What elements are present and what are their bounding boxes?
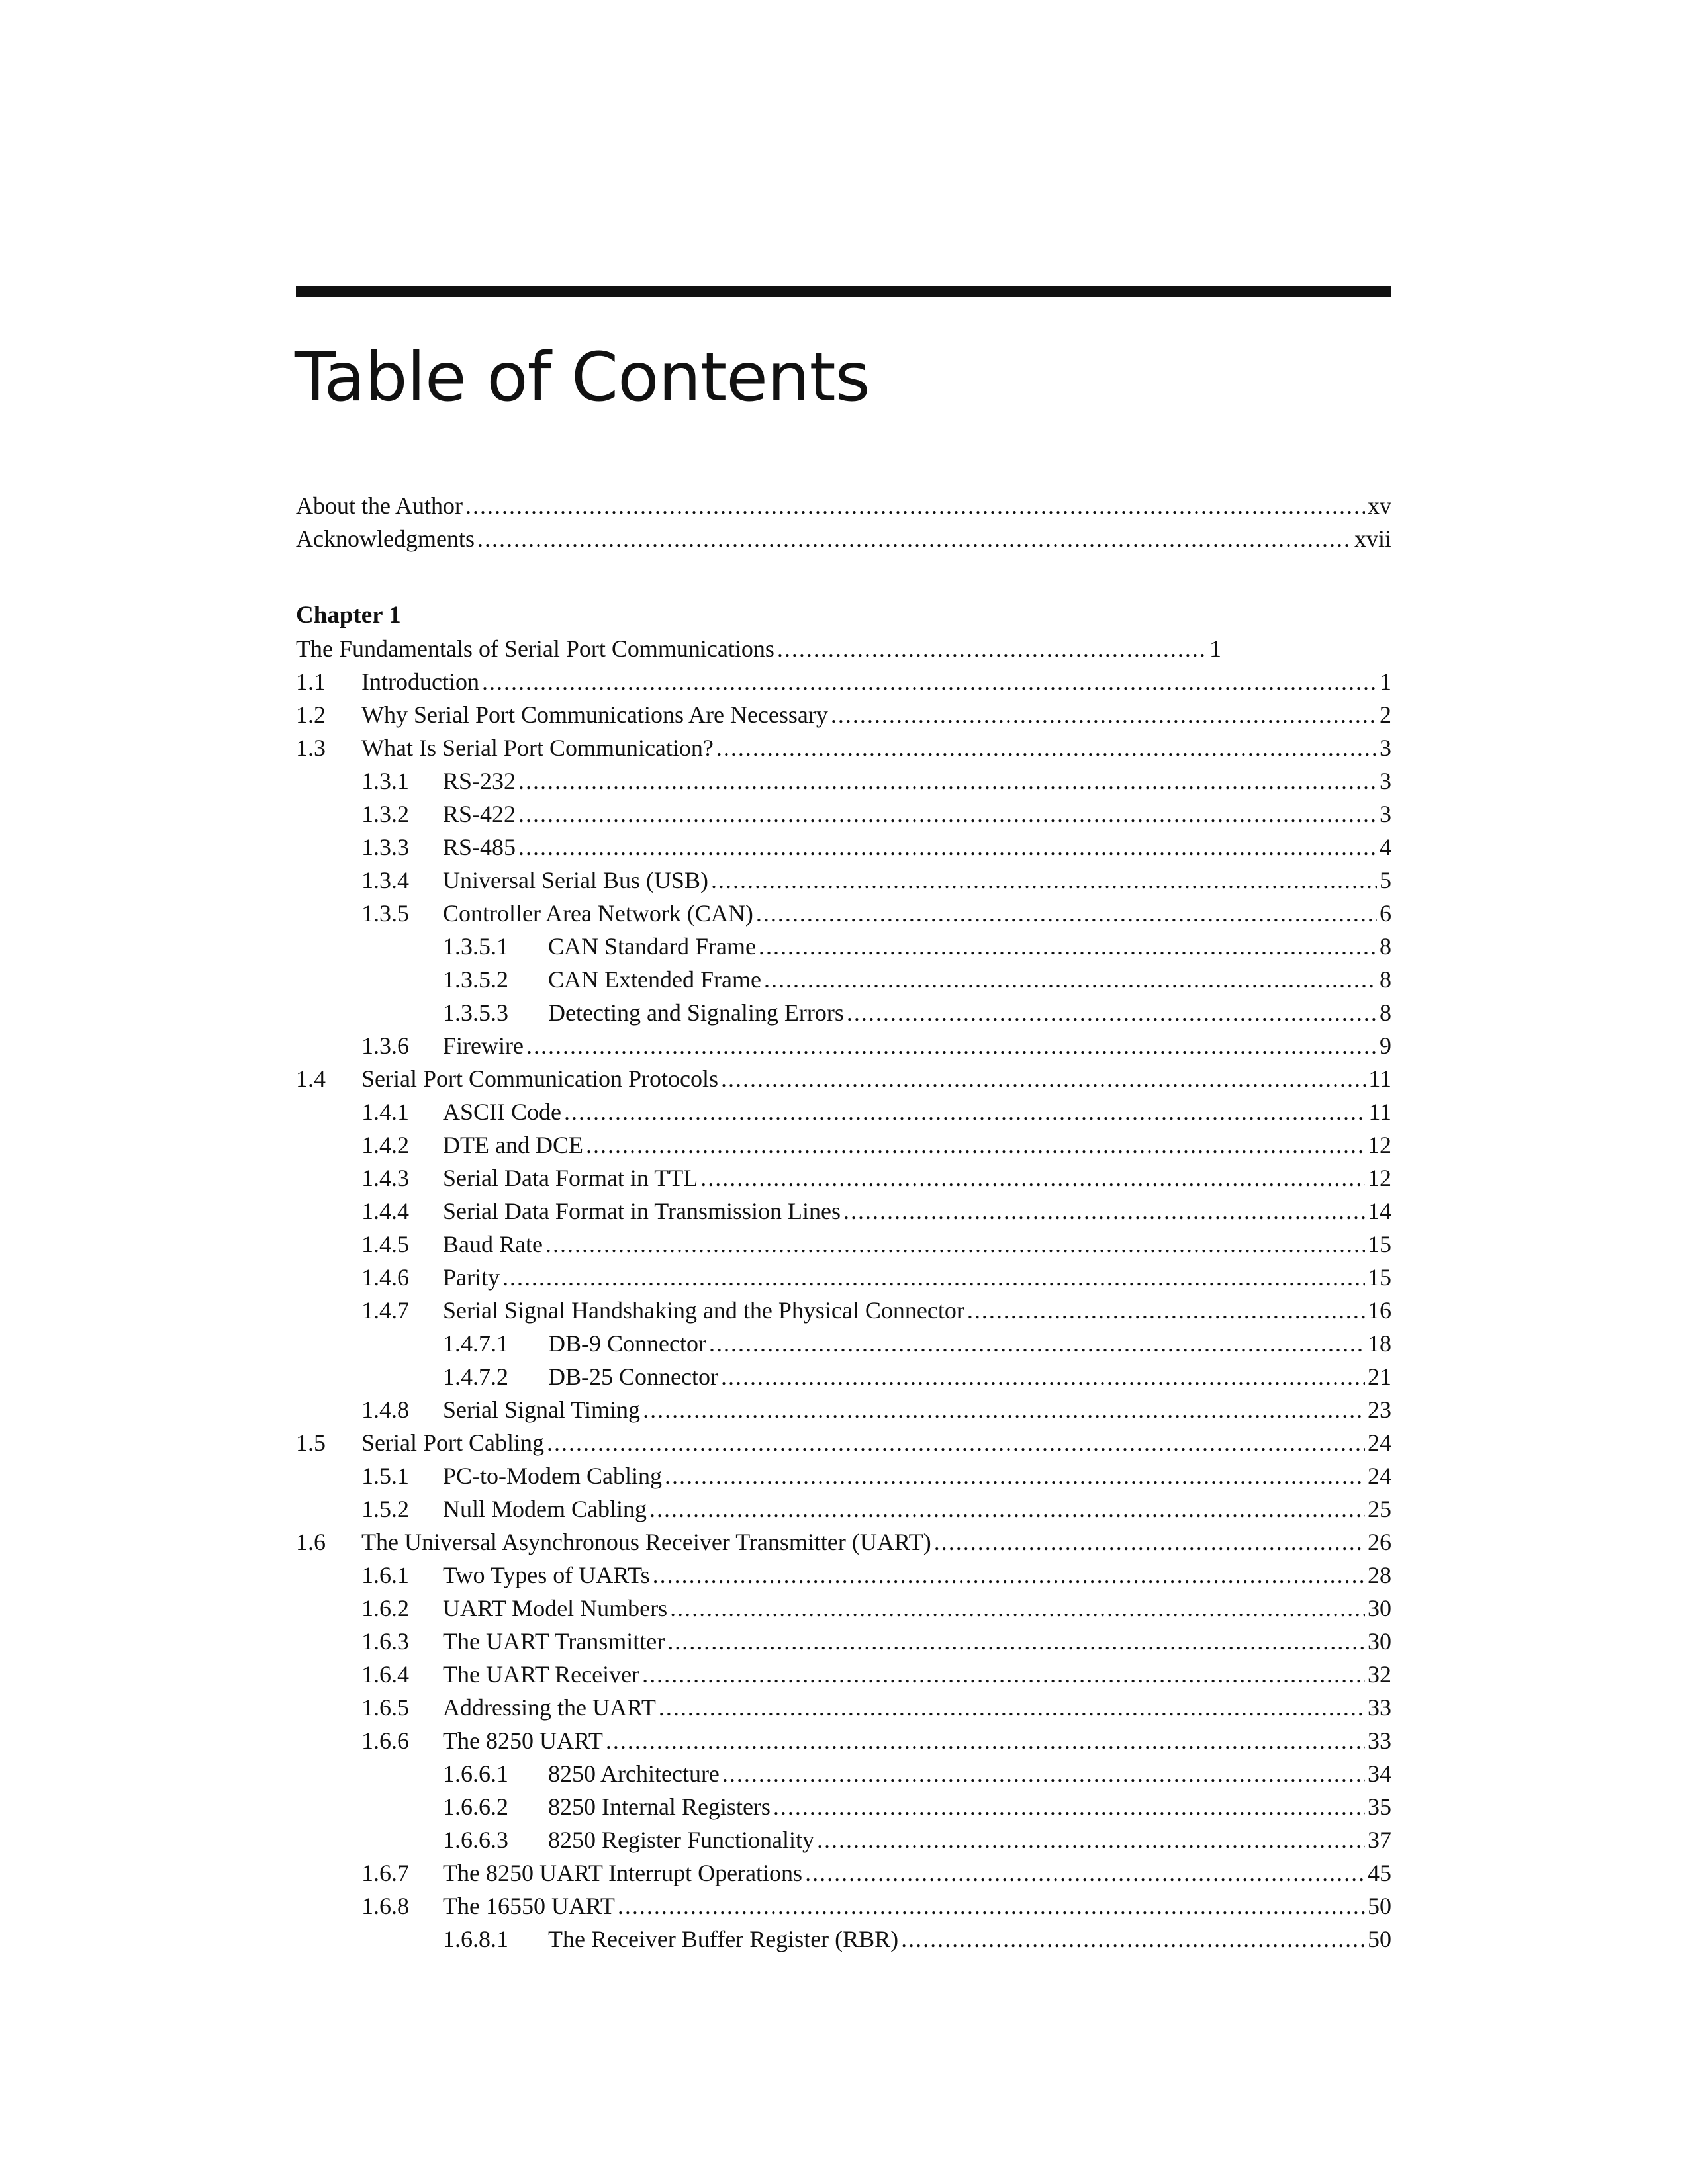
section-number: 1.4 — [296, 1066, 326, 1092]
front-matter-entry[interactable] — [296, 522, 1391, 555]
section-page-number: 24 — [1368, 1430, 1391, 1456]
toc-entry[interactable] — [296, 1195, 1391, 1228]
toc-entry[interactable] — [296, 1029, 1391, 1062]
leader-dots — [670, 1592, 1365, 1625]
section-number: 1.6.2 — [361, 1595, 409, 1621]
toc-entry[interactable] — [296, 665, 1391, 698]
toc-entry[interactable] — [296, 1625, 1391, 1658]
section-title: The UART Transmitter — [443, 1628, 665, 1655]
section-title: Serial Signal Handshaking and the Physical Connector — [443, 1297, 964, 1324]
section-title: Firewire — [443, 1032, 524, 1059]
section-number: 1.3.4 — [361, 867, 409, 893]
section-number: 1.6.8 — [361, 1893, 409, 1919]
section-title: Baud Rate — [443, 1231, 543, 1257]
section-title: The UART Receiver — [443, 1661, 640, 1688]
leader-dots — [477, 522, 1352, 555]
leader-dots — [831, 698, 1377, 731]
section-number: 1.6.8.1 — [443, 1926, 508, 1952]
entry-page-number: xvii — [1354, 525, 1391, 552]
section-title: Serial Signal Timing — [443, 1396, 641, 1423]
section-number: 1.6.1 — [361, 1562, 409, 1588]
section-page-number: 12 — [1368, 1132, 1391, 1158]
toc-entry[interactable] — [296, 996, 1391, 1029]
leader-dots — [465, 489, 1365, 522]
leader-dots — [653, 1559, 1365, 1592]
toc-entry[interactable] — [296, 864, 1391, 897]
section-page-number: 50 — [1368, 1893, 1391, 1919]
top-rule — [296, 286, 1391, 297]
section-title: ASCII Code — [443, 1099, 561, 1125]
section-title: 8250 Register Functionality — [548, 1827, 814, 1853]
leader-dots — [843, 1195, 1365, 1228]
leader-dots — [700, 1161, 1365, 1195]
leader-dots — [901, 1923, 1365, 1956]
chapter-label: Chapter 1 — [296, 602, 401, 629]
section-title: Parity — [443, 1264, 500, 1291]
section-page-number: 16 — [1368, 1297, 1391, 1324]
section-number: 1.4.6 — [361, 1264, 409, 1291]
leader-dots — [482, 665, 1377, 698]
section-page-number: 30 — [1368, 1595, 1391, 1621]
toc-entry[interactable] — [296, 1393, 1391, 1426]
section-title: Why Serial Port Communications Are Necessary — [361, 702, 828, 728]
section-page-number: 15 — [1368, 1264, 1391, 1291]
leader-dots — [764, 963, 1377, 996]
section-page-number: 3 — [1380, 768, 1391, 794]
section-number: 1.4.8 — [361, 1396, 409, 1423]
section-page-number: 25 — [1368, 1496, 1391, 1522]
toc-entry[interactable] — [296, 930, 1391, 963]
toc-entry[interactable] — [296, 764, 1391, 797]
section-title: Controller Area Network (CAN) — [443, 900, 753, 927]
section-number: 1.6.4 — [361, 1661, 409, 1688]
leader-dots — [721, 1360, 1365, 1393]
leader-dots — [564, 1095, 1366, 1128]
section-title: RS-232 — [443, 768, 516, 794]
section-page-number: 21 — [1368, 1363, 1391, 1390]
entry-title: Acknowledgments — [296, 525, 475, 552]
leader-dots — [545, 1228, 1365, 1261]
section-title: DB-9 Connector — [548, 1330, 706, 1357]
toc-entry[interactable] — [296, 1923, 1391, 1956]
section-page-number: 50 — [1368, 1926, 1391, 1952]
toc-entry[interactable] — [296, 897, 1391, 930]
leader-dots — [805, 1856, 1365, 1889]
section-number: 1.5.1 — [361, 1463, 409, 1489]
section-number: 1.6.7 — [361, 1860, 409, 1886]
section-page-number: 1 — [1380, 668, 1391, 695]
toc-entry[interactable] — [296, 1360, 1391, 1393]
section-title: DTE and DCE — [443, 1132, 583, 1158]
section-page-number: 26 — [1368, 1529, 1391, 1555]
section-number: 1.4.2 — [361, 1132, 409, 1158]
section-title: The 8250 UART — [443, 1727, 603, 1754]
leader-dots — [518, 831, 1377, 864]
leader-dots — [759, 930, 1377, 963]
leader-dots — [618, 1889, 1365, 1923]
section-page-number: 32 — [1368, 1661, 1391, 1688]
section-number: 1.3.5.2 — [443, 966, 508, 993]
section-number: 1.6.6.2 — [443, 1794, 508, 1820]
leader-dots — [606, 1724, 1365, 1757]
entry-page-number: xv — [1368, 492, 1391, 519]
section-page-number: 45 — [1368, 1860, 1391, 1886]
section-title: 8250 Internal Registers — [548, 1794, 771, 1820]
section-number: 1.6 — [296, 1529, 326, 1555]
leader-dots — [711, 864, 1377, 897]
section-page-number: 4 — [1380, 834, 1391, 860]
section-number: 1.4.7.2 — [443, 1363, 508, 1390]
toc-entry[interactable] — [296, 1128, 1391, 1161]
section-number: 1.4.4 — [361, 1198, 409, 1224]
toc-entry[interactable] — [296, 1261, 1391, 1294]
section-title: PC-to-Modem Cabling — [443, 1463, 662, 1489]
section-title: 8250 Architecture — [548, 1760, 720, 1787]
section-page-number: 18 — [1368, 1330, 1391, 1357]
section-page-number: 33 — [1368, 1694, 1391, 1721]
section-title: What Is Serial Port Communication? — [361, 735, 714, 761]
leader-dots — [967, 1294, 1365, 1327]
leader-dots — [934, 1525, 1365, 1559]
section-number: 1.1 — [296, 668, 326, 695]
section-page-number: 3 — [1380, 801, 1391, 827]
leader-dots — [502, 1261, 1365, 1294]
toc-entry[interactable] — [296, 1856, 1391, 1889]
toc-entry[interactable] — [296, 1823, 1391, 1856]
section-page-number: 28 — [1368, 1562, 1391, 1588]
section-page-number: 5 — [1380, 867, 1391, 893]
section-title: The Universal Asynchronous Receiver Transmitter (UART) — [361, 1529, 931, 1555]
section-title: UART Model Numbers — [443, 1595, 668, 1621]
leader-dots — [518, 764, 1377, 797]
section-number: 1.3.5.1 — [443, 933, 508, 960]
section-page-number: 24 — [1368, 1463, 1391, 1489]
leader-dots — [665, 1459, 1365, 1492]
section-number: 1.6.5 — [361, 1694, 409, 1721]
section-title: Two Types of UARTs — [443, 1562, 650, 1588]
section-title: RS-422 — [443, 801, 516, 827]
section-number: 1.2 — [296, 702, 326, 728]
leader-dots — [667, 1625, 1365, 1658]
section-page-number: 8 — [1380, 999, 1391, 1026]
section-number: 1.4.5 — [361, 1231, 409, 1257]
page-title: Table of Contents — [295, 338, 870, 417]
leader-dots — [817, 1823, 1365, 1856]
section-number: 1.6.6 — [361, 1727, 409, 1754]
section-number: 1.4.1 — [361, 1099, 409, 1125]
toc-entry[interactable] — [296, 1790, 1391, 1823]
leader-dots — [586, 1128, 1365, 1161]
toc-entry[interactable] — [296, 1062, 1391, 1095]
leader-dots — [847, 996, 1377, 1029]
section-number: 1.3.3 — [361, 834, 409, 860]
chapter-block — [296, 599, 1391, 1956]
front-matter-list — [296, 489, 1391, 555]
leader-dots — [777, 632, 1207, 665]
leader-dots — [649, 1492, 1365, 1525]
toc-entry[interactable] — [296, 1161, 1391, 1195]
section-number: 1.3.2 — [361, 801, 409, 827]
section-page-number: 37 — [1368, 1827, 1391, 1853]
section-title: Addressing the UART — [443, 1694, 656, 1721]
toc-entry[interactable] — [296, 831, 1391, 864]
section-number: 1.6.6.3 — [443, 1827, 508, 1853]
toc-entry[interactable] — [296, 1658, 1391, 1691]
section-list — [296, 665, 1391, 1956]
section-page-number: 6 — [1380, 900, 1391, 927]
toc-entry[interactable] — [296, 731, 1391, 764]
toc-entry[interactable] — [296, 1492, 1391, 1525]
section-page-number: 35 — [1368, 1794, 1391, 1820]
leader-dots — [722, 1757, 1365, 1790]
toc-entry[interactable] — [296, 1228, 1391, 1261]
section-page-number: 8 — [1380, 966, 1391, 993]
section-number: 1.3.6 — [361, 1032, 409, 1059]
section-title: The 16550 UART — [443, 1893, 615, 1919]
leader-dots — [642, 1658, 1365, 1691]
section-title: Detecting and Signaling Errors — [548, 999, 844, 1026]
section-page-number: 9 — [1380, 1032, 1391, 1059]
section-page-number: 33 — [1368, 1727, 1391, 1754]
section-title: CAN Standard Frame — [548, 933, 756, 960]
section-page-number: 11 — [1368, 1099, 1391, 1125]
chapter-title: The Fundamentals of Serial Port Communications — [296, 635, 774, 662]
toc-entry[interactable] — [296, 1525, 1391, 1559]
toc-entry[interactable] — [296, 1095, 1391, 1128]
section-title: RS-485 — [443, 834, 516, 860]
section-page-number: 14 — [1368, 1198, 1391, 1224]
toc-entry[interactable] — [296, 1724, 1391, 1757]
toc-entry[interactable] — [296, 1757, 1391, 1790]
section-page-number: 30 — [1368, 1628, 1391, 1655]
section-page-number: 15 — [1368, 1231, 1391, 1257]
leader-dots — [709, 1327, 1365, 1360]
section-number: 1.4.7 — [361, 1297, 409, 1324]
section-number: 1.4.3 — [361, 1165, 409, 1191]
toc-entry[interactable] — [296, 1426, 1391, 1459]
leader-dots — [643, 1393, 1365, 1426]
section-number: 1.6.6.1 — [443, 1760, 508, 1787]
leader-dots — [547, 1426, 1365, 1459]
section-title: CAN Extended Frame — [548, 966, 761, 993]
section-title: The 8250 UART Interrupt Operations — [443, 1860, 803, 1886]
section-title: Serial Data Format in Transmission Lines — [443, 1198, 841, 1224]
chapter-page-number: 1 — [1209, 635, 1221, 662]
section-page-number: 12 — [1368, 1165, 1391, 1191]
section-number: 1.5 — [296, 1430, 326, 1456]
section-title: DB-25 Connector — [548, 1363, 718, 1390]
toc-entry[interactable] — [296, 797, 1391, 831]
entry-title: About the Author — [296, 492, 463, 519]
toc-entry[interactable] — [296, 1691, 1391, 1724]
section-number: 1.6.3 — [361, 1628, 409, 1655]
leader-dots — [526, 1029, 1377, 1062]
section-page-number: 8 — [1380, 933, 1391, 960]
section-number: 1.3.5 — [361, 900, 409, 927]
toc-entry[interactable] — [296, 1889, 1391, 1923]
leader-dots — [773, 1790, 1365, 1823]
section-number: 1.3.1 — [361, 768, 409, 794]
leader-dots — [659, 1691, 1365, 1724]
leader-dots — [716, 731, 1377, 764]
section-title: Introduction — [361, 668, 479, 695]
section-page-number: 23 — [1368, 1396, 1391, 1423]
section-number: 1.4.7.1 — [443, 1330, 508, 1357]
toc-entry[interactable] — [296, 963, 1391, 996]
section-title: Serial Port Communication Protocols — [361, 1066, 718, 1092]
section-number: 1.5.2 — [361, 1496, 409, 1522]
section-title: Universal Serial Bus (USB) — [443, 867, 708, 893]
front-matter-entry[interactable] — [296, 489, 1391, 522]
toc-entry[interactable] — [296, 1592, 1391, 1625]
toc-entry[interactable] — [296, 1459, 1391, 1492]
section-page-number: 11 — [1368, 1066, 1391, 1092]
section-title: Serial Data Format in TTL — [443, 1165, 698, 1191]
section-title: Null Modem Cabling — [443, 1496, 647, 1522]
section-page-number: 2 — [1380, 702, 1391, 728]
toc-entry[interactable] — [296, 1294, 1391, 1327]
section-title: The Receiver Buffer Register (RBR) — [548, 1926, 899, 1952]
toc-entry[interactable] — [296, 1559, 1391, 1592]
section-number: 1.3.5.3 — [443, 999, 508, 1026]
section-title: Serial Port Cabling — [361, 1430, 544, 1456]
section-page-number: 3 — [1380, 735, 1391, 761]
leader-dots — [756, 897, 1377, 930]
leader-dots — [721, 1062, 1366, 1095]
toc-entry[interactable] — [296, 698, 1391, 731]
leader-dots — [518, 797, 1377, 831]
chapter-title-entry[interactable] — [296, 632, 1221, 665]
section-number: 1.3 — [296, 735, 326, 761]
section-page-number: 34 — [1368, 1760, 1391, 1787]
toc-entry[interactable] — [296, 1327, 1391, 1360]
